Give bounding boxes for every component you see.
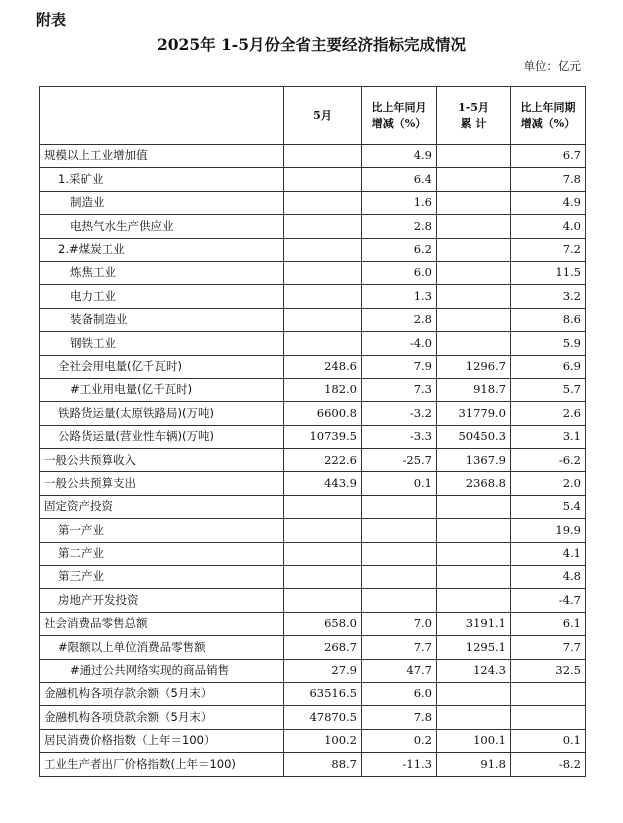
cum-yoy-cell: 6.1: [511, 612, 586, 635]
cum-value-cell: [437, 285, 511, 308]
cum-yoy-cell: 7.7: [511, 636, 586, 659]
cum-yoy-cell: [511, 682, 586, 705]
may-value-cell: 6600.8: [284, 402, 362, 425]
may-yoy-cell: -3.2: [362, 402, 437, 425]
row-name-cell: 钢铁工业: [40, 332, 284, 355]
table-row: [40, 402, 586, 425]
table-row: [40, 706, 586, 729]
may-yoy-cell: 2.8: [362, 215, 437, 238]
may-yoy-cell: 6.0: [362, 682, 437, 705]
table-row: [40, 659, 586, 682]
may-yoy-cell: 7.3: [362, 378, 437, 401]
may-yoy-cell: [362, 589, 437, 612]
may-value-cell: 10739.5: [284, 425, 362, 448]
cum-yoy-cell: 3.1: [511, 425, 586, 448]
cum-yoy-cell: 6.9: [511, 355, 586, 378]
header-cum-yoy: [511, 87, 586, 145]
cum-value-cell: 124.3: [437, 659, 511, 682]
cum-value-cell: [437, 261, 511, 284]
may-yoy-cell: -11.3: [362, 753, 437, 776]
appendix-label: 附表: [36, 11, 67, 29]
may-yoy-cell: 6.4: [362, 168, 437, 191]
cum-value-cell: [437, 589, 511, 612]
row-name-cell: 铁路货运量(太原铁路局)(万吨): [40, 402, 284, 425]
may-value-cell: [284, 168, 362, 191]
table-header-row: [40, 87, 586, 145]
may-value-cell: 63516.5: [284, 682, 362, 705]
may-value-cell: [284, 191, 362, 214]
may-yoy-cell: 7.8: [362, 706, 437, 729]
cum-value-cell: 91.8: [437, 753, 511, 776]
row-name-cell: 居民消费价格指数（上年＝100）: [40, 729, 284, 752]
cum-value-cell: 31779.0: [437, 402, 511, 425]
header-cum: [437, 87, 511, 145]
may-value-cell: [284, 519, 362, 542]
row-name-cell: 工业生产者出厂价格指数(上年＝100): [40, 753, 284, 776]
cum-value-cell: [437, 682, 511, 705]
header-may-yoy-line2: 增减（%）: [371, 116, 427, 130]
table-body: [40, 145, 586, 777]
table-row: [40, 449, 586, 472]
row-name-cell: 电热气水生产供应业: [40, 215, 284, 238]
may-value-cell: 27.9: [284, 659, 362, 682]
row-name-cell: 公路货运量(营业性车辆)(万吨): [40, 425, 284, 448]
may-value-cell: [284, 308, 362, 331]
cum-yoy-cell: -4.7: [511, 589, 586, 612]
cum-yoy-cell: 3.2: [511, 285, 586, 308]
may-value-cell: [284, 566, 362, 589]
may-yoy-cell: 7.7: [362, 636, 437, 659]
row-name-cell: 房地产开发投资: [40, 589, 284, 612]
cum-yoy-cell: 7.2: [511, 238, 586, 261]
row-name-cell: 规模以上工业增加值: [40, 145, 284, 168]
may-value-cell: 47870.5: [284, 706, 362, 729]
cum-value-cell: [437, 519, 511, 542]
may-yoy-cell: 1.6: [362, 191, 437, 214]
may-yoy-cell: [362, 542, 437, 565]
cum-yoy-cell: 6.7: [511, 145, 586, 168]
table-row: [40, 332, 586, 355]
table-row: [40, 355, 586, 378]
row-name-cell: 社会消费品零售总额: [40, 612, 284, 635]
row-name-cell: 第一产业: [40, 519, 284, 542]
row-name-cell: 一般公共预算收入: [40, 449, 284, 472]
may-value-cell: 658.0: [284, 612, 362, 635]
row-name-cell: 第三产业: [40, 566, 284, 589]
cum-yoy-cell: 11.5: [511, 261, 586, 284]
cum-value-cell: 3191.1: [437, 612, 511, 635]
may-value-cell: 100.2: [284, 729, 362, 752]
header-cum-yoy-line2: 增减（%）: [520, 116, 576, 130]
table-row: [40, 215, 586, 238]
table-row: [40, 636, 586, 659]
may-value-cell: [284, 238, 362, 261]
table-row: [40, 191, 586, 214]
may-value-cell: 248.6: [284, 355, 362, 378]
may-yoy-cell: [362, 519, 437, 542]
cum-yoy-cell: 19.9: [511, 519, 586, 542]
table-row: [40, 378, 586, 401]
may-yoy-cell: 6.0: [362, 261, 437, 284]
row-name-cell: 金融机构各项贷款余额（5月末）: [40, 706, 284, 729]
may-yoy-cell: 4.9: [362, 145, 437, 168]
cum-value-cell: 1296.7: [437, 355, 511, 378]
table-row: [40, 425, 586, 448]
table-row: [40, 168, 586, 191]
header-name: [40, 87, 284, 145]
table-row: [40, 519, 586, 542]
cum-value-cell: [437, 332, 511, 355]
header-cum-line1: 1-5月: [458, 100, 489, 114]
may-value-cell: [284, 285, 362, 308]
cum-value-cell: 918.7: [437, 378, 511, 401]
may-yoy-cell: 47.7: [362, 659, 437, 682]
cum-yoy-cell: 4.1: [511, 542, 586, 565]
cum-yoy-cell: 0.1: [511, 729, 586, 752]
table-row: [40, 729, 586, 752]
table-row: [40, 682, 586, 705]
cum-value-cell: [437, 308, 511, 331]
row-name-cell: 全社会用电量(亿千瓦时): [40, 355, 284, 378]
may-yoy-cell: 7.0: [362, 612, 437, 635]
cum-yoy-cell: 4.0: [511, 215, 586, 238]
cum-yoy-cell: 2.0: [511, 472, 586, 495]
header-may: 5月: [284, 87, 362, 145]
may-yoy-cell: 2.8: [362, 308, 437, 331]
row-name-cell: 2.#煤炭工业: [40, 238, 284, 261]
row-name-cell: 制造业: [40, 191, 284, 214]
indicator-table: [39, 86, 586, 777]
row-name-cell: #限额以上单位消费品零售额: [40, 636, 284, 659]
cum-yoy-cell: [511, 706, 586, 729]
may-value-cell: [284, 542, 362, 565]
table-row: [40, 308, 586, 331]
row-name-cell: 装备制造业: [40, 308, 284, 331]
header-may-yoy-line1: 比上年同月: [371, 100, 427, 114]
cum-value-cell: [437, 145, 511, 168]
may-value-cell: 182.0: [284, 378, 362, 401]
page-title: 2025年 1-5月份全省主要经济指标完成情况: [156, 35, 467, 54]
header-cum-yoy-line1: 比上年同期: [520, 100, 576, 114]
cum-yoy-cell: 4.8: [511, 566, 586, 589]
may-yoy-cell: [362, 566, 437, 589]
may-value-cell: [284, 145, 362, 168]
cum-value-cell: [437, 215, 511, 238]
cum-yoy-cell: -8.2: [511, 753, 586, 776]
header-cum-line2: 累 计: [460, 116, 487, 130]
cum-yoy-cell: 5.4: [511, 495, 586, 518]
may-yoy-cell: 0.2: [362, 729, 437, 752]
cum-value-cell: [437, 542, 511, 565]
cum-yoy-cell: 8.6: [511, 308, 586, 331]
table-row: [40, 145, 586, 168]
row-name-cell: 固定资产投资: [40, 495, 284, 518]
may-yoy-cell: -3.3: [362, 425, 437, 448]
cum-yoy-cell: 32.5: [511, 659, 586, 682]
may-yoy-cell: -4.0: [362, 332, 437, 355]
cum-yoy-cell: 7.8: [511, 168, 586, 191]
row-name-cell: 第二产业: [40, 542, 284, 565]
may-yoy-cell: 0.1: [362, 472, 437, 495]
table-row: [40, 238, 586, 261]
may-value-cell: 222.6: [284, 449, 362, 472]
cum-value-cell: 100.1: [437, 729, 511, 752]
cum-value-cell: [437, 706, 511, 729]
may-yoy-cell: 7.9: [362, 355, 437, 378]
row-name-cell: 炼焦工业: [40, 261, 284, 284]
may-value-cell: [284, 495, 362, 518]
cum-yoy-cell: -6.2: [511, 449, 586, 472]
may-yoy-cell: -25.7: [362, 449, 437, 472]
table-row: [40, 589, 586, 612]
cum-value-cell: [437, 238, 511, 261]
row-name-cell: #工业用电量(亿千瓦时): [40, 378, 284, 401]
row-name-cell: #通过公共网络实现的商品销售: [40, 659, 284, 682]
table-row: [40, 285, 586, 308]
row-name-cell: 金融机构各项存款余额（5月末）: [40, 682, 284, 705]
may-yoy-cell: 1.3: [362, 285, 437, 308]
may-value-cell: [284, 215, 362, 238]
cum-value-cell: 50450.3: [437, 425, 511, 448]
may-yoy-cell: [362, 495, 437, 518]
table-row: [40, 472, 586, 495]
may-value-cell: 443.9: [284, 472, 362, 495]
cum-value-cell: [437, 495, 511, 518]
cum-value-cell: [437, 566, 511, 589]
table-row: [40, 566, 586, 589]
row-name-cell: 电力工业: [40, 285, 284, 308]
cum-value-cell: 1367.9: [437, 449, 511, 472]
row-name-cell: 1.采矿业: [40, 168, 284, 191]
may-value-cell: 88.7: [284, 753, 362, 776]
row-name-cell: 一般公共预算支出: [40, 472, 284, 495]
cum-yoy-cell: 4.9: [511, 191, 586, 214]
table-row: [40, 542, 586, 565]
table-row: [40, 261, 586, 284]
cum-value-cell: [437, 168, 511, 191]
may-value-cell: [284, 589, 362, 612]
unit-label: 单位：亿元: [523, 59, 581, 73]
cum-yoy-cell: 2.6: [511, 402, 586, 425]
cum-value-cell: [437, 191, 511, 214]
cum-yoy-cell: 5.7: [511, 378, 586, 401]
table-row: [40, 753, 586, 776]
table-row: [40, 612, 586, 635]
header-may-yoy: [362, 87, 437, 145]
cum-value-cell: 2368.8: [437, 472, 511, 495]
table-row: [40, 495, 586, 518]
cum-value-cell: 1295.1: [437, 636, 511, 659]
may-value-cell: [284, 261, 362, 284]
may-yoy-cell: 6.2: [362, 238, 437, 261]
cum-yoy-cell: 5.9: [511, 332, 586, 355]
may-value-cell: [284, 332, 362, 355]
may-value-cell: 268.7: [284, 636, 362, 659]
